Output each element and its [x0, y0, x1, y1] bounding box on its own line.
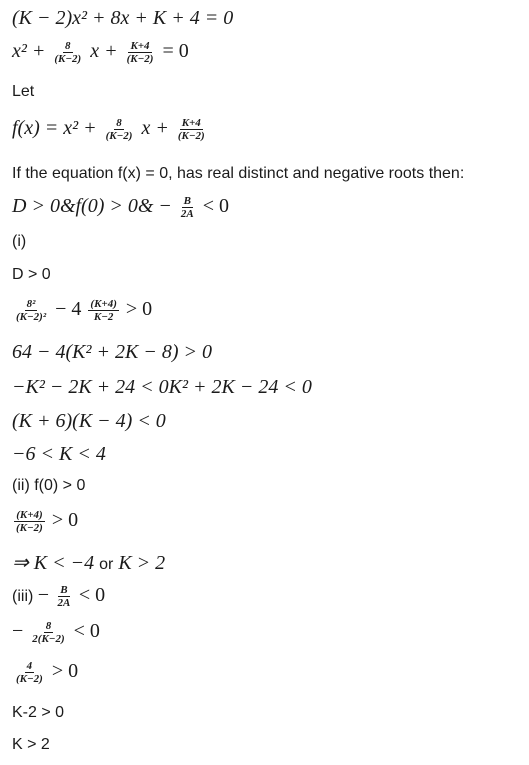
- numerator: (K+4): [90, 298, 117, 310]
- denominator: (K−2)²: [16, 311, 47, 324]
- result-line-2: K > 2: [12, 736, 50, 753]
- expr: x² +: [12, 40, 46, 63]
- numerator: (K+4): [16, 509, 43, 521]
- expr: > 0: [51, 660, 79, 683]
- numerator: B: [60, 584, 68, 596]
- numerator: 8: [65, 40, 71, 52]
- step-label-ii: (ii) f(0) > 0: [12, 477, 86, 494]
- conditions-line: [12, 195, 229, 220]
- numerator: K+4: [130, 40, 150, 52]
- equation-line-11: −K² − 2K + 24 < 0K² + 2K − 24 < 0: [12, 376, 312, 398]
- vertex-expression: [12, 620, 100, 645]
- fraction: [52, 40, 83, 65]
- equation-line-10: 64 − 4(K² + 2K − 8) > 0: [12, 341, 212, 363]
- denominator: K−2: [93, 311, 114, 324]
- denominator: (K−2): [105, 130, 133, 143]
- numerator: 8: [116, 117, 122, 129]
- fraction: [14, 298, 48, 323]
- numerator: 4: [26, 660, 33, 672]
- denominator: (K−2): [177, 130, 205, 143]
- expr: K > 2: [118, 552, 166, 574]
- fraction: [104, 117, 135, 142]
- numerator: B: [183, 195, 192, 207]
- step-label-iii: [12, 584, 105, 609]
- expr: > 0: [125, 298, 153, 321]
- equation-line-13: −6 < K < 4: [12, 443, 106, 465]
- fraction: [125, 40, 156, 65]
- expr: x +: [90, 40, 118, 63]
- step-label-i: (i): [12, 233, 27, 250]
- minus-sign: −: [37, 583, 50, 606]
- numerator: 8²: [26, 298, 36, 310]
- expr: f(x) = x² +: [12, 117, 97, 140]
- numerator: K+4: [181, 117, 201, 129]
- expr: x +: [141, 117, 169, 140]
- expr: > 0: [51, 509, 79, 532]
- numerator: 8: [45, 620, 52, 632]
- or-word: or: [99, 556, 114, 573]
- expr: − 4: [55, 298, 82, 321]
- fraction: [179, 195, 196, 220]
- fraction: [176, 117, 207, 142]
- denominator: (K−2): [54, 53, 82, 66]
- denominator: 2A: [180, 208, 194, 221]
- equation-line-1: (K − 2)x² + 8x + K + 4 = 0: [12, 7, 234, 29]
- step-text: (iii): [12, 587, 34, 605]
- denominator: (K−2): [16, 522, 43, 535]
- expr: < 0: [78, 583, 106, 606]
- denominator: 2(K−2): [32, 633, 65, 646]
- equation-line-12: (K + 6)(K − 4) < 0: [12, 410, 166, 432]
- text-let: Let: [12, 83, 35, 100]
- equation-line-2: [12, 40, 189, 65]
- denominator: (K−2): [126, 53, 154, 66]
- fraction: [88, 298, 118, 323]
- expr: D > 0&f(0) > 0& −: [12, 195, 172, 218]
- expr: ⇒ K < −4: [12, 552, 95, 574]
- simplified-expression: [12, 660, 78, 685]
- fraction: [30, 620, 66, 645]
- condition-text: If the equation f(x) = 0, has real distinct and negative roots then:: [12, 165, 465, 182]
- f0-expression: [12, 509, 78, 534]
- implication-line: [12, 553, 165, 573]
- denominator: (K−2): [16, 673, 43, 686]
- function-definition: [12, 117, 209, 142]
- expr: < 0: [202, 195, 230, 218]
- fraction: [14, 509, 45, 534]
- denominator: 2A: [57, 597, 71, 610]
- fraction: [56, 584, 73, 609]
- result-line-1: K-2 > 0: [12, 704, 65, 721]
- discriminant-expression: [12, 298, 152, 323]
- discriminant-condition: D > 0: [12, 266, 51, 283]
- expr: = 0: [162, 40, 189, 63]
- fraction: [14, 660, 45, 685]
- expr: < 0: [73, 620, 100, 643]
- minus-sign: −: [12, 620, 24, 643]
